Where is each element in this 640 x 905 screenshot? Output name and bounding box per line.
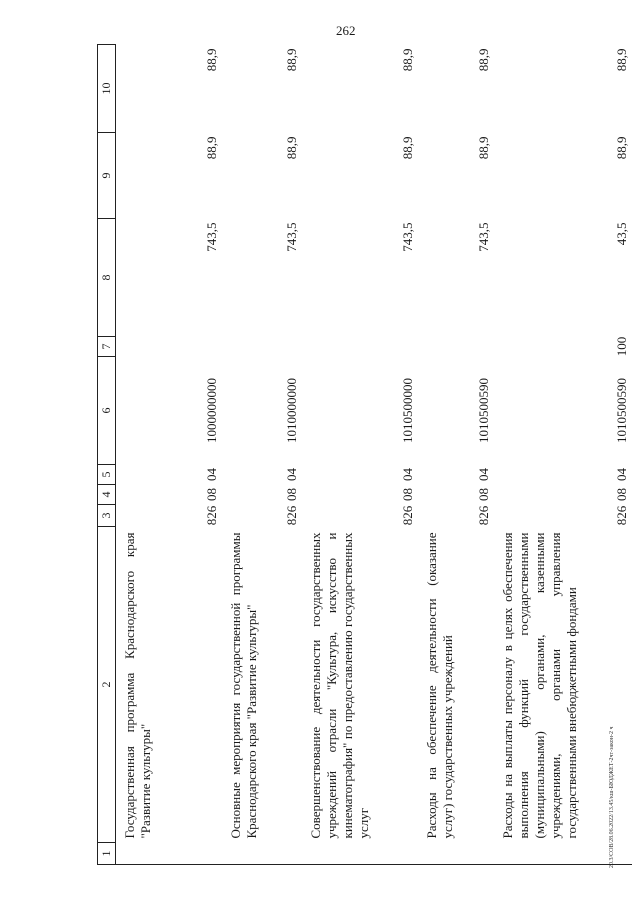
row-amount-col8: 743,5 bbox=[203, 222, 219, 252]
row-code-subsection: 04 bbox=[475, 468, 491, 481]
row-code-subsection: 04 bbox=[613, 468, 629, 481]
row-number-cell bbox=[222, 843, 302, 865]
row-code-ministry: 826 bbox=[613, 505, 629, 526]
table-row bbox=[418, 45, 494, 865]
row-number-cell bbox=[302, 843, 418, 865]
header-col-1: 1 bbox=[98, 843, 116, 865]
row-target-article: 1000000000 bbox=[203, 378, 219, 443]
row-amount-col9: 88,9 bbox=[399, 136, 415, 160]
row-code-subsection: 04 bbox=[399, 468, 415, 481]
row-amount-col9: 88,9 bbox=[283, 136, 299, 160]
row-expense-type: 100 bbox=[613, 336, 629, 357]
header-col-9: 9 bbox=[98, 133, 116, 219]
header-col-7: 7 bbox=[98, 337, 116, 357]
row-name: Основные мероприятия государственной программы Краснодарского края "Развитие культуры" bbox=[227, 532, 259, 839]
row-amount-col8: 743,5 bbox=[475, 222, 491, 252]
row-number-cell bbox=[418, 843, 494, 865]
row-code-subsection: 04 bbox=[283, 468, 299, 481]
row-amount-col8: 43,5 bbox=[613, 222, 629, 246]
rotated-table-area bbox=[97, 45, 629, 865]
row-name: Государственная программа Краснодарского края "Развитие культуры" bbox=[122, 532, 153, 839]
row-target-article: 1010500590 bbox=[475, 378, 491, 443]
row-name: Расходы на обеспечение деятельности (оказание услуг) государственных учреждений bbox=[423, 532, 455, 839]
row-amount-col8: 743,5 bbox=[399, 222, 415, 252]
row-target-article: 1010500000 bbox=[399, 378, 415, 443]
header-col-6: 6 bbox=[98, 357, 116, 465]
row-target-article: 1010000000 bbox=[283, 378, 299, 443]
row-amount-col9: 88,9 bbox=[203, 136, 219, 160]
row-code-section: 08 bbox=[283, 488, 299, 501]
header-col-3: 3 bbox=[98, 505, 116, 527]
row-amount-col10: 88,9 bbox=[613, 48, 629, 72]
row-amount-col10: 88,9 bbox=[399, 48, 415, 72]
page-number: 262 bbox=[336, 23, 356, 38]
row-expense-type bbox=[222, 337, 302, 357]
row-code-ministry: 826 bbox=[475, 505, 491, 526]
row-expense-type bbox=[302, 337, 418, 357]
row-amount-col10: 88,9 bbox=[475, 48, 491, 72]
header-col-10: 10 bbox=[98, 45, 116, 133]
table-row bbox=[116, 45, 222, 865]
header-col-2: 2 bbox=[98, 527, 116, 843]
row-code-ministry: 826 bbox=[203, 505, 219, 526]
header-row bbox=[98, 45, 116, 865]
row-expense-type bbox=[418, 337, 494, 357]
table-row bbox=[302, 45, 418, 865]
header-col-8: 8 bbox=[98, 219, 116, 337]
budget-table bbox=[97, 44, 632, 865]
row-code-subsection: 04 bbox=[203, 468, 219, 481]
row-expense-type bbox=[116, 337, 222, 357]
table-row bbox=[494, 45, 632, 865]
row-name: Совершенствование деятельности государственных учреждений отрасли "Культура, искусство и кинематография" по предоставлению государственных услуг bbox=[307, 532, 371, 839]
table-row bbox=[222, 45, 302, 865]
row-code-section: 08 bbox=[475, 488, 491, 501]
rotated-table-container bbox=[97, 45, 629, 865]
row-code-section: 08 bbox=[203, 488, 219, 501]
row-number-cell bbox=[116, 843, 222, 865]
row-target-article: 1010500590 bbox=[613, 378, 629, 443]
row-amount-col10: 88,9 bbox=[203, 48, 219, 72]
row-code-section: 08 bbox=[613, 488, 629, 501]
row-amount-col9: 88,9 bbox=[613, 136, 629, 160]
header-col-5: 5 bbox=[98, 465, 116, 485]
row-code-section: 08 bbox=[399, 488, 415, 501]
document-stamp: 20.3/СОВ/28.06.2022/13.45/кш-БЮДЖЕТ-2чт-закон-2 ч bbox=[609, 726, 615, 868]
row-number-cell bbox=[494, 843, 632, 865]
row-amount-col8: 743,5 bbox=[283, 222, 299, 252]
row-code-ministry: 826 bbox=[399, 505, 415, 526]
row-name: Расходы на выплаты персоналу в целях обеспечения выполнения функций государственными (муниципальными) органами, казенными учреждениями, органами управления государственными внебюджетными фондами bbox=[499, 532, 579, 839]
row-code-ministry: 826 bbox=[283, 505, 299, 526]
header-col-4: 4 bbox=[98, 485, 116, 505]
row-amount-col10: 88,9 bbox=[283, 48, 299, 72]
row-amount-col9: 88,9 bbox=[475, 136, 491, 160]
